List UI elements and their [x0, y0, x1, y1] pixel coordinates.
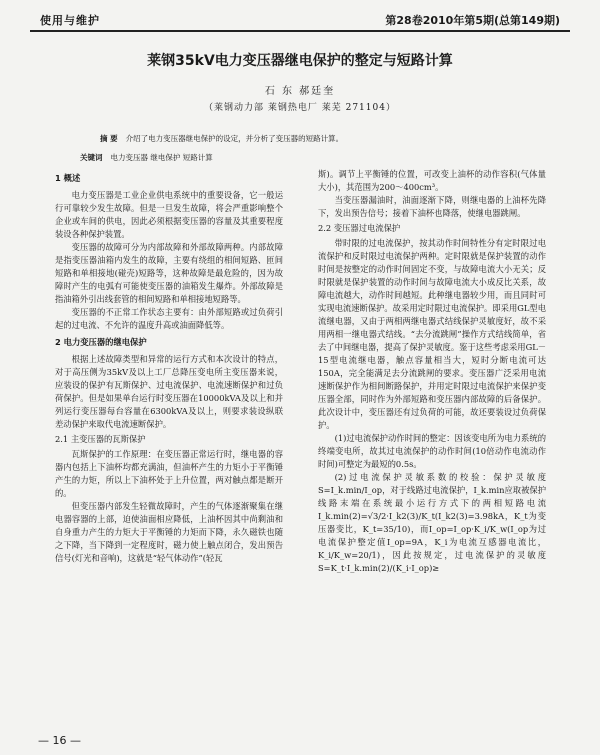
keywords-text: 电力变压器 继电保护 短路计算 [110, 153, 213, 162]
header-rule [30, 30, 570, 32]
right-column [318, 168, 546, 575]
abstract [100, 133, 343, 144]
paper-title: 莱钢35kV电力变压器继电保护的整定与短路计算 [147, 53, 453, 69]
paragraph: (1)过电流保护动作时间的整定：因该变电所为电力系统的终端变电所，故其过电流保护的动作时间(10倍动作电流动作时间)可整定为最短的0.5s。 [318, 433, 546, 469]
paragraph: 瓦斯保护的工作原理：在变压器正常运行时，继电器的容器内包括上下油杯均都充满油，但油杯产生的力矩小于平衡锤产生的力矩，所以上下油杯处于上升位置，两对触点都是断开的。 [55, 449, 283, 498]
paragraph: 但变压器内部发生轻微故障时，产生的气体逐渐聚集在继电器容器的上部，迫使油面相应降低，上油杯因其中尚剩油和自身重力产生的力矩大于平衡锤的力矩而下降，永久磁铁也随之下降，当下降到一定程度时，磁力使上触点闭合，发出预告信号(灯光和音响)，这就是“轻气体动作”(轻瓦 [55, 501, 283, 563]
journal-section-label: 使用与维护 [40, 14, 100, 27]
section-heading: 2.1 主变压器的瓦斯保护 [55, 434, 146, 444]
paragraph: 带时限的过电流保护，按其动作时间特性分有定时限过电流保护和反时限过电流保护两种。定时限就是保护装置的动作时间是按整定的动作时间固定不变，与故障电流大小无关；反时限就是保护装置的动作时间与故障电流大小成反比关系，故障电流越大，动作时间越短。此种继电器较少用，而且同时可实现电流速断保护。故采用定时限过电流保护。即采用GL型电流继电器，又由于两相两继电器式结线保护灵敏度好，故不采用两相一继电器式结线。“去分流跳闸”操作方式结线简单，省去了中间继电器，提高了保护灵敏度。鉴于这些考虑采用GL－15型电流继电器，触点容量相当大，短时分断电流可达150A，完全能满足去分流跳闸的要求。变压器广泛采用电流速断保护作为相间断路保护，并用定时限过电流保护来保护变压器全部，同时作为外部短路和变压器内部故障的后备保护。此次设计中，变压器还有过负荷的可能，故还要装设过负荷保护。 [318, 238, 546, 430]
affiliation: （莱钢动力部 莱钢热电厂 莱芜 271104） [204, 103, 396, 113]
keywords-label: 关键词 [80, 153, 103, 162]
section-heading: 2 电力变压器的继电保护 [55, 337, 147, 347]
abstract-text: 介绍了电力变压器继电保护的设定，并分析了变压器的短路计算。 [125, 134, 344, 143]
keywords [80, 152, 213, 163]
paragraph: 斯)。调节上平衡锤的位置，可改变上油杯的动作容积(气体量大小)，其范围为200～400cm³。 [318, 169, 546, 192]
paragraph: (2)过电流保护灵敏系数的校验：保护灵敏度S=I_k.min/I_op，对于线路过电流保护，I_k.min应取被保护线路末端在系统最小运行方式下的两相短路电流I_k.min(2)=√3/2·I_k2(3)/K_t(I_k2(3)=3.98kA，K_t为变压器变比，K_t=35/10)，而I_op=I_op·K_i/K_w(I_op为过电流保护整定值I_op=9A，K_i为电流互感器电流比，K_i/K_w=20/1)，因此按规定，过电流保护的灵敏度S=K_t·I_k.min(2)/(K_i·I_op)≥ [318, 472, 546, 573]
abstract-label: 摘 要 [100, 134, 118, 143]
left-column [55, 168, 283, 565]
paragraph: 根据上述故障类型和异常的运行方式和本次设计的特点，对于高压侧为35kV及以上工厂总降压变电所主变压器来说，应装设的保护有瓦斯保护、过电流保护、电流速断保护和过负荷保护。但是如果单台运行时变压器在10000kVA及以上和并列运行变压器每台容量在6300kVA及以上，则要求装设纵联差动保护来取代电流速断保护。 [55, 354, 283, 429]
section-heading: 1 概述 [55, 173, 81, 183]
page-number: — 16 — [38, 734, 81, 747]
paragraph: 变压器的故障可分为内部故障和外部故障两种。内部故障是指变压器油箱内发生的故障，主要有绕组的相间短路、匝间短路和单相接地(碰壳)短路等，这种故障是最危险的，因为故障时产生的电弧有可能使变压器的油箱发生爆炸。外部故障是指油箱外引出线套管的相间短路和单相接地短路等。 [55, 242, 283, 304]
paragraph: 变压器的不正常工作状态主要有：由外部短路或过负荷引起的过电流、不允许的温度升高或油面降低等。 [55, 307, 283, 330]
paragraph: 当变压器漏油时，油面逐渐下降，则继电器的上油杯先降下，发出预告信号；接着下油杯也降落，使继电器跳闸。 [318, 195, 546, 218]
authors: 石 东 郝廷奎 [264, 86, 336, 97]
journal-issue-info: 第28卷2010年第5期(总第149期) [385, 14, 560, 27]
section-heading: 2.2 变压器过电流保护 [318, 223, 401, 233]
paragraph: 电力变压器是工业企业供电系统中的重要设备，它一般运行可靠较少发生故障。但是一旦发生故障，将会严重影响整个企业或车间的供电，因此必须根据变压器的容量及其重要程度装设各种保护装置。 [55, 190, 283, 239]
